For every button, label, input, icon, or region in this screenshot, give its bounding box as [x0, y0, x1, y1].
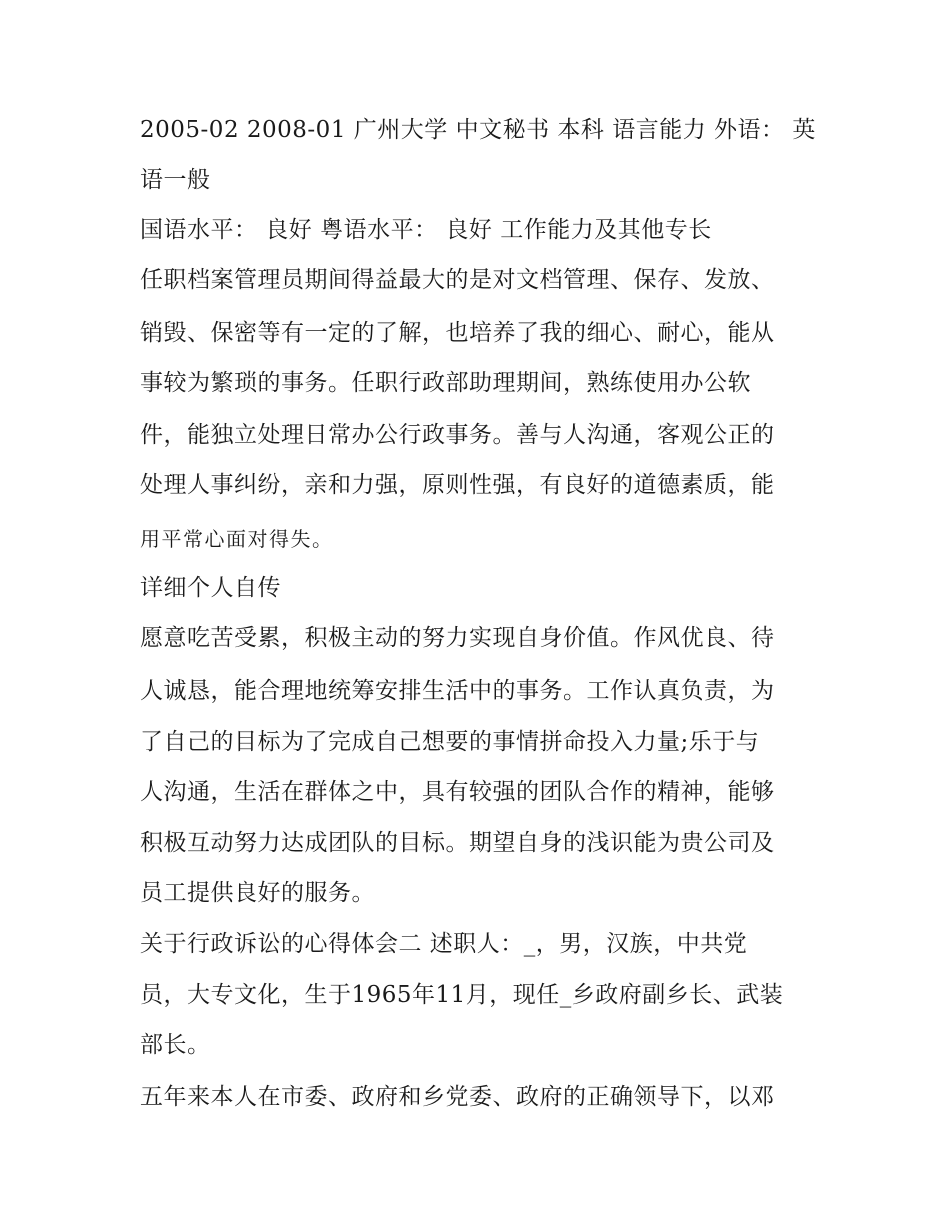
text-line: 人诚恳，能合理地统筹安排生活中的事务。工作认真负责，为	[140, 678, 775, 704]
text-line: 件，能独立处理日常办公行政事务。善与人沟通，客观公正的	[140, 422, 775, 448]
text-line: 事较为繁琐的事务。任职行政部助理期间，熟练使用办公软	[140, 370, 751, 396]
text-line: 用平常心面对得失。	[140, 527, 334, 551]
text-line: 处理人事纠纷，亲和力强，原则性强，有良好的道德素质，能	[140, 472, 775, 498]
text-line: 了自己的目标为了完成自己想要的事情拼命投入力量;乐于与	[140, 729, 760, 755]
text-line-language: 国语水平： 良好 粤语水平： 良好 工作能力及其他专长	[140, 217, 712, 243]
text-line: 五年来本人在市委、政府和乡党委、政府的正确领导下，以邓	[140, 1084, 775, 1110]
text-line: 愿意吃苦受累，积极主动的努力实现自身价值。作风优良、待	[140, 625, 775, 651]
text-line: 员，大专文化，生于1965年11月，现任_乡政府副乡长、武装	[140, 982, 784, 1008]
text-line-education: 2005-02 2008-01 广州大学 中文秘书 本科 语言能力 外语： 英	[140, 117, 816, 143]
text-line: 员工提供良好的服务。	[140, 880, 375, 906]
text-line: 销毁、保密等有一定的了解，也培养了我的细心、耐心，能从	[140, 320, 775, 346]
section-heading: 详细个人自传	[140, 575, 281, 601]
text-line: 部长。	[140, 1032, 211, 1058]
text-line: 积极互动努力达成团队的目标。期望自身的浅识能为贵公司及	[140, 830, 775, 856]
text-line: 人沟通，生活在群体之中，具有较强的团队合作的精神，能够	[140, 779, 775, 805]
text-line: 语一般	[140, 167, 211, 193]
text-line: 任职档案管理员期间得益最大的是对文档管理、保存、发放、	[140, 267, 775, 293]
text-line: 关于行政诉讼的心得体会二 述职人：_，男，汉族，中共党	[140, 931, 748, 957]
